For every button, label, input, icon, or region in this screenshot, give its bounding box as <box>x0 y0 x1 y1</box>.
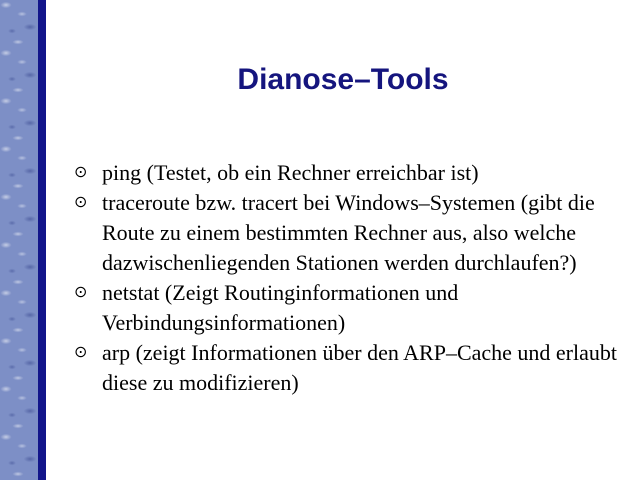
vertical-accent-line <box>38 0 46 480</box>
bullet-icon: ⊙ <box>74 194 88 211</box>
slide-title: Dianose–Tools <box>237 63 449 96</box>
bullet-icon: ⊙ <box>74 344 88 361</box>
bullet-item-ping <box>74 158 626 188</box>
bullet-icon: ⊙ <box>74 284 88 301</box>
bullet-list <box>74 158 626 398</box>
bullet-text: traceroute bzw. tracert bei Windows–Systemen (gibt die Route zu einem bestimmten Rechner aus, also welche dazwischenliegenden Stationen werden durchlaufen?) <box>102 190 595 275</box>
bullet-text: netstat (Zeigt Routinginformationen und Verbindungsinformationen) <box>102 280 459 335</box>
bullet-text: ping (Testet, ob ein Rechner erreichbar ist) <box>102 160 479 185</box>
bullet-text: arp (zeigt Informationen über den ARP–Cache und erlaubt diese zu modifizieren) <box>102 340 618 395</box>
bullet-item-arp <box>74 338 626 398</box>
bullet-item-netstat <box>74 278 626 338</box>
water-texture-band <box>0 0 38 480</box>
bullet-item-traceroute <box>74 188 626 278</box>
bullet-icon: ⊙ <box>74 164 88 181</box>
